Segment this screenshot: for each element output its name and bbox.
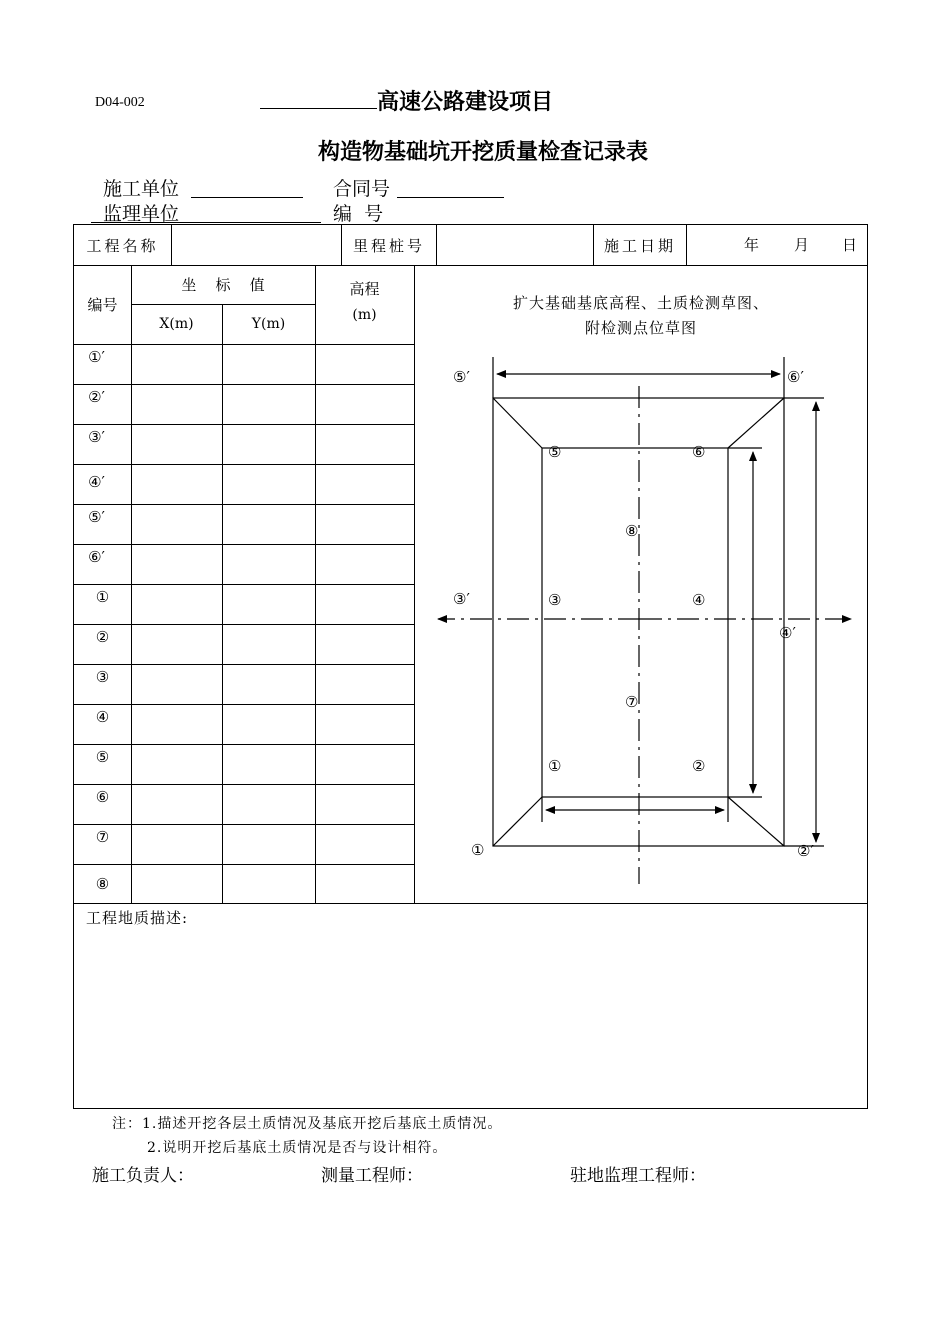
row-label: ③′ xyxy=(88,428,105,446)
construction-lead-label: 施工负责人： xyxy=(92,1166,194,1186)
note-2: 2.说明开挖后基底土质情况是否与设计相符。 xyxy=(147,1140,448,1156)
geology-label: 工程地质描述: xyxy=(86,908,189,927)
row-label: ① xyxy=(95,588,110,606)
project-name-label: 工程名称 xyxy=(86,236,159,255)
point-3-prime: ③′ xyxy=(453,590,470,608)
point-3: ③ xyxy=(548,591,562,609)
resident-supervisor-label: 驻地监理工程师： xyxy=(570,1166,706,1186)
point-4: ④ xyxy=(692,591,706,609)
row-label: ④ xyxy=(95,708,110,726)
number-label: 编 号 xyxy=(333,203,384,225)
date-day: 日 xyxy=(842,236,858,254)
contract-no-label: 合同号 xyxy=(333,178,391,200)
row-label: ② xyxy=(95,628,110,646)
point-1-prime: ① xyxy=(471,841,485,859)
row-label: ④′ xyxy=(88,473,105,491)
row-label: ②′ xyxy=(88,388,105,406)
point-6: ⑥ xyxy=(692,443,706,461)
construction-unit-label: 施工单位 xyxy=(103,178,180,200)
point-8: ⑧ xyxy=(625,522,639,540)
point-2-prime: ②′ xyxy=(797,842,814,860)
col-elev-unit: (m) xyxy=(352,307,377,323)
project-title: 高速公路建设项目 xyxy=(377,90,554,115)
row-label: ⑤ xyxy=(95,748,110,766)
row-label: ⑤′ xyxy=(88,508,105,526)
point-2: ② xyxy=(692,757,706,775)
row-label: ⑦ xyxy=(95,828,110,846)
row-label: ③ xyxy=(95,668,110,686)
date-month: 月 xyxy=(794,236,810,254)
col-number-header: 编号 xyxy=(87,296,118,314)
col-x-header: X(m) xyxy=(159,316,194,332)
supervision-unit-label: 监理单位 xyxy=(103,203,180,225)
col-elev-header: 高程 xyxy=(349,279,380,298)
form-title: 构造物基础坑开挖质量检查记录表 xyxy=(318,140,649,165)
point-1: ① xyxy=(548,757,562,775)
point-5-prime: ⑤′ xyxy=(453,368,470,386)
survey-engineer-label: 测量工程师： xyxy=(321,1166,423,1186)
row-label: ⑥′ xyxy=(88,548,105,566)
row-label: ⑧ xyxy=(95,874,110,893)
point-6-prime: ⑥′ xyxy=(787,368,804,386)
form-code: D04-002 xyxy=(95,95,145,110)
col-coords-header: 坐 标 值 xyxy=(181,276,265,294)
sketch-title-line2: 附检测点位草图 xyxy=(584,318,697,337)
station-label: 里程桩号 xyxy=(352,236,425,255)
row-label: ①′ xyxy=(88,348,105,366)
col-y-header: Y(m) xyxy=(251,316,286,332)
construction-date-label: 施工日期 xyxy=(603,236,676,255)
point-7: ⑦ xyxy=(625,693,639,711)
point-5: ⑤ xyxy=(548,443,562,461)
sketch-title-line1: 扩大基础基底高程、土质检测草图、 xyxy=(512,293,769,312)
point-4-prime: ④′ xyxy=(779,624,796,642)
note-1: 注：1.描述开挖各层土质情况及基底开挖后基底土质情况。 xyxy=(112,1116,503,1132)
date-year: 年 xyxy=(744,236,760,254)
row-label: ⑥ xyxy=(95,788,110,806)
